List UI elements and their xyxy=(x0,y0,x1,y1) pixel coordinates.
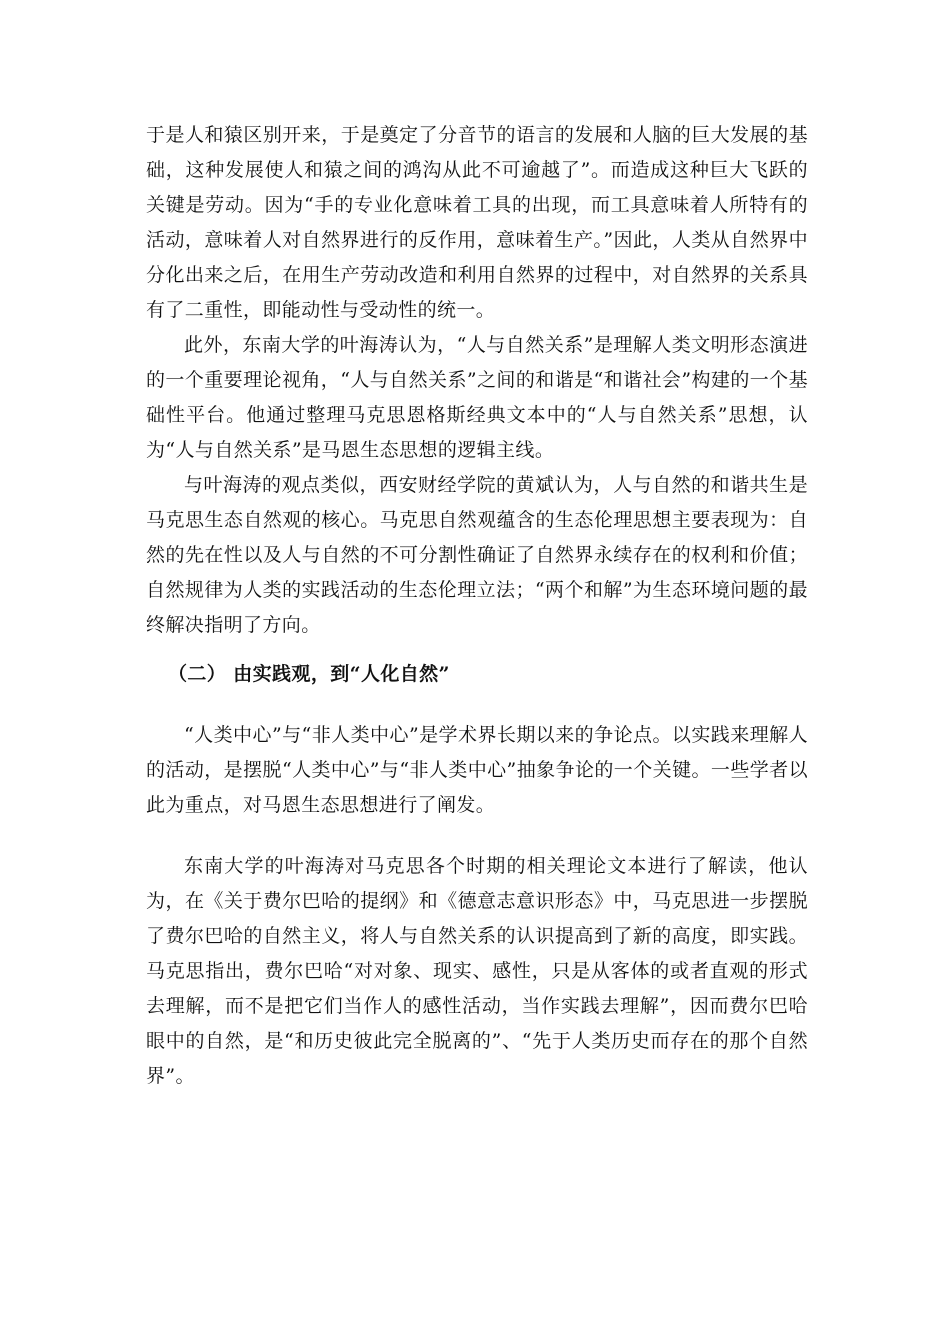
document-page xyxy=(146,118,808,1094)
paragraph-ye-haitao: 此外，东南大学的叶海涛认为，“人与自然关系”是理解人类文明形态演进的一个重要理论视角，“人与自然关系”之间的和谐是“和谐社会”构建的一个基础性平台。他通过整理马克思恩格斯经典文本中的“人与自然关系”思想，认为“人与自然关系”是马恩生态思想的逻辑主线。 xyxy=(146,334,808,461)
paragraph-practice-view: 东南大学的叶海涛对马克思各个时期的相关理论文本进行了解读，他认为，在《关于费尔巴哈的提纲》和《德意志意识形态》中，马克思进一步摆脱了费尔巴哈的自然主义，将人与自然关系的认识提高到了新的高度，即实践。马克思指出，费尔巴哈“对对象、现实、感性，只是从客体的或者直观的形式去理解，而不是把它们当作人的感性活动，当作实践去理解”，因而费尔巴哈眼中的自然，是“和历史彼此完全脱离的”、“先于人类历史而存在的那个自然界”。 xyxy=(146,855,808,1087)
paragraph-continued: 于是人和猿区别开来，于是奠定了分音节的语言的发展和人脑的巨大发展的基础，这种发展使人和猿之间的鸿沟从此不可逾越了”。而造成这种巨大飞跃的关键是劳动。因为“手的专业化意味着工具的出现，而工具意味着人所特有的活动，意味着人对自然界进行的反作用，意味着生产。”因此，人类从自然界中分化出来之后，在用生产劳动改造和利用自然界的过程中，对自然界的关系具有了二重性，即能动性与受动性的统一。 xyxy=(146,124,808,321)
section-heading: （二） 由实践观，到“人化自然” xyxy=(168,663,450,685)
paragraph-huang-bin: 与叶海涛的观点类似，西安财经学院的黄斌认为，人与自然的和谐共生是马克思生态自然观的核心。马克思自然观蕴含的生态伦理思想主要表现为：自然的先在性以及人与自然的不可分割性确证了自然界永续存在的权利和价值；自然规律为人类的实践活动的生态伦理立法；“两个和解”为生态环境问题的最终解决指明了方向。 xyxy=(146,474,808,636)
paragraph-anthropocentrism: “人类中心”与“非人类中心”是学术界长期以来的争论点。以实践来理解人的活动，是摆脱“人类中心”与“非人类中心”抽象争论的一个关键。一些学者以此为重点，对马恩生态思想进行了阐发。 xyxy=(146,724,808,816)
